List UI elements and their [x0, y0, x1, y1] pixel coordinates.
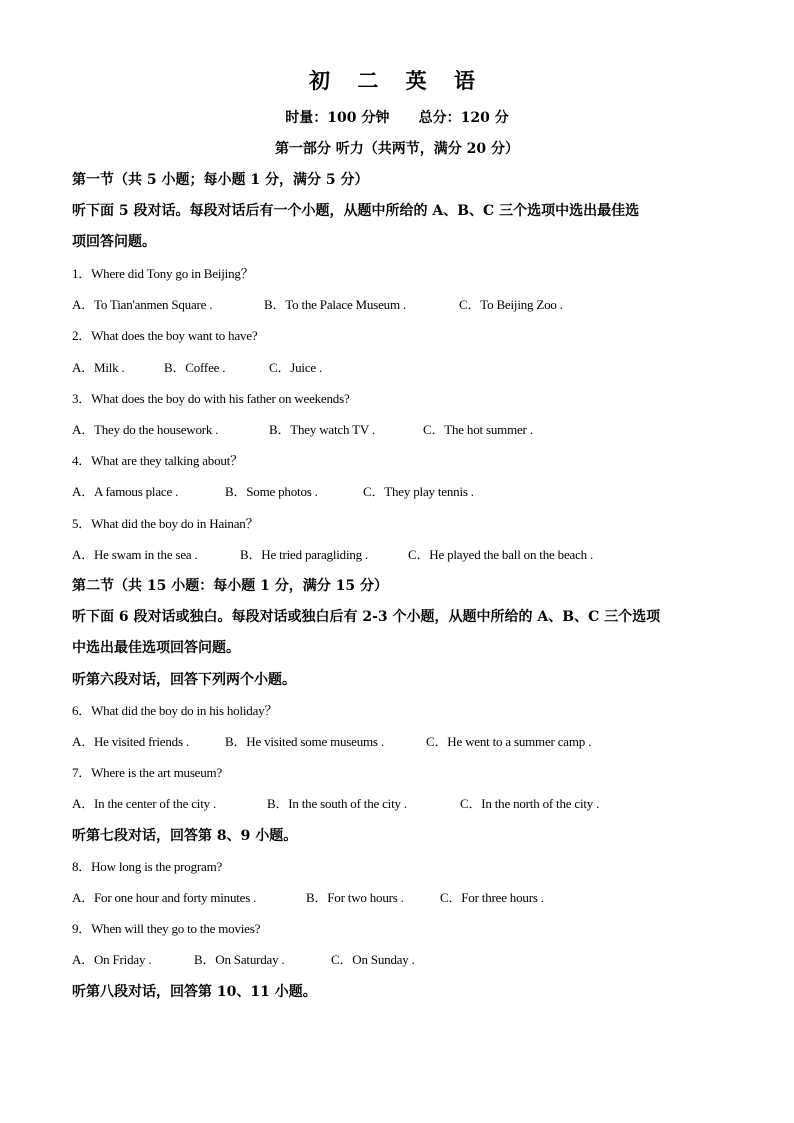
- option-a: A．He visited friends .: [72, 734, 189, 749]
- question-6: 6．What did the boy do in his holiday？: [72, 703, 278, 718]
- question-4: 4．What are they talking about？: [72, 453, 243, 468]
- option-b: B．He tried paragliding .: [240, 547, 369, 562]
- option-a: A．He swam in the sea .: [72, 547, 198, 562]
- option-b: B．In the south of the city .: [267, 796, 407, 811]
- dialog-7-heading: 听第七段对话，回答第 8、9 小题。: [72, 828, 298, 844]
- options-1: [72, 294, 563, 316]
- option-b: B．On Saturday .: [194, 952, 285, 967]
- options-4: [72, 481, 474, 503]
- option-a: A．For one hour and forty minutes .: [72, 890, 257, 905]
- option-c: C．They play tennis .: [363, 484, 474, 499]
- option-b: B．For two hours .: [306, 890, 404, 905]
- option-c: C．To Beijing Zoo .: [459, 297, 563, 312]
- page-title: 初 二 英 语: [309, 68, 485, 93]
- section1-instructions-line1: 听下面 5 段对话。每段对话后有一个小题，从题中所给的 A、B、C 三个选项中选出最佳选: [72, 203, 640, 219]
- question-9: 9．When will they go to the movies?: [72, 921, 261, 936]
- option-a: A．They do the housework .: [72, 422, 219, 437]
- question-3: 3．What does the boy do with his father on weekends?: [72, 391, 350, 406]
- section2-heading: 第二节（共 15 小题：每小题 1 分，满分 15 分）: [72, 578, 388, 594]
- option-b: B．Some photos .: [225, 484, 318, 499]
- options-9: [72, 949, 415, 971]
- section1-instructions-line2: 项回答问题。: [72, 234, 156, 250]
- options-8: [72, 887, 544, 909]
- option-a: A．In the center of the city .: [72, 796, 217, 811]
- section2-instructions-line2: 中选出最佳选项回答问题。: [72, 640, 240, 656]
- option-c: C．In the north of the city .: [460, 796, 600, 811]
- option-c: C．He played the ball on the beach .: [408, 547, 594, 562]
- options-2: [72, 357, 322, 379]
- dialog-8-heading: 听第八段对话，回答第 10、11 小题。: [72, 984, 317, 1000]
- options-6: [72, 731, 591, 753]
- question-8: 8．How long is the program?: [72, 859, 223, 874]
- option-b: B．He visited some museums .: [225, 734, 384, 749]
- option-c: C．Juice .: [269, 360, 323, 375]
- option-b: B．To the Palace Museum .: [264, 297, 406, 312]
- option-c: C．For three hours .: [440, 890, 544, 905]
- option-c: C．The hot summer .: [423, 422, 533, 437]
- option-a: A．Milk .: [72, 360, 125, 375]
- option-c: C．On Sunday .: [331, 952, 415, 967]
- exam-meta: 时量：100 分钟 总分：120 分: [285, 110, 509, 126]
- options-7: [72, 793, 599, 815]
- option-a: A．A famous place .: [72, 484, 179, 499]
- option-b: B．They watch TV .: [269, 422, 375, 437]
- option-b: B．Coffee .: [164, 360, 226, 375]
- dialog-6-heading: 听第六段对话，回答下列两个小题。: [72, 672, 296, 688]
- question-1: 1．Where did Tony go in Beijing？: [72, 266, 254, 281]
- options-3: [72, 419, 533, 441]
- question-7: 7．Where is the art museum?: [72, 765, 223, 780]
- option-a: A．To Tian'anmen Square .: [72, 297, 213, 312]
- option-c: C．He went to a summer camp .: [426, 734, 592, 749]
- section1-heading: 第一节（共 5 小题；每小题 1 分，满分 5 分）: [72, 172, 369, 188]
- part-heading: 第一部分 听力（共两节，满分 20 分）: [274, 141, 520, 157]
- options-5: [72, 544, 593, 566]
- question-5: 5．What did the boy do in Hainan？: [72, 516, 259, 531]
- question-2: 2．What does the boy want to have?: [72, 328, 258, 343]
- option-a: A．On Friday .: [72, 952, 152, 967]
- section2-instructions-line1: 听下面 6 段对话或独白。每段对话或独白后有 2-3 个小题，从题中所给的 A、B、C 三个选项: [72, 609, 661, 625]
